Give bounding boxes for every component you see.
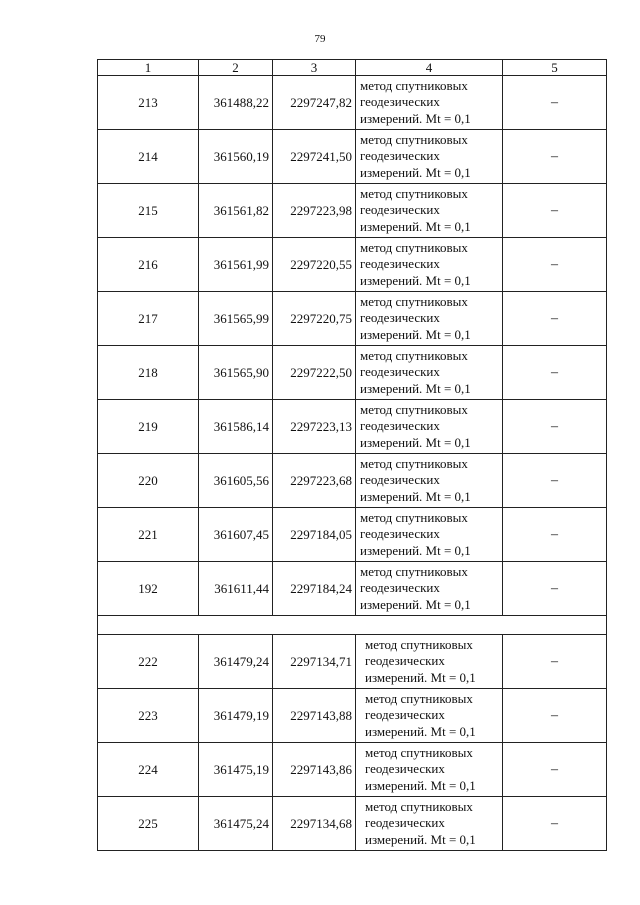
point-number-text: 218 bbox=[138, 364, 158, 380]
x-coordinate-cell bbox=[198, 237, 272, 291]
method-text: метод спутниковых геодезических измерений. Mt = 0,1 bbox=[360, 455, 471, 504]
method-text: метод спутниковых геодезических измерений. Mt = 0,1 bbox=[360, 239, 471, 288]
x-coordinate-text: 361561,99 bbox=[213, 256, 269, 272]
point-number-cell bbox=[97, 291, 198, 345]
x-coordinate-text: 361611,44 bbox=[214, 580, 269, 596]
method-cell bbox=[355, 742, 502, 796]
point-number-text: 220 bbox=[138, 472, 158, 488]
table-row bbox=[97, 742, 607, 796]
y-coordinate-cell bbox=[272, 183, 355, 237]
note-text: – bbox=[551, 526, 558, 542]
point-number-text: 223 bbox=[138, 707, 158, 723]
y-coordinate-cell bbox=[272, 561, 355, 615]
x-coordinate-text: 361586,14 bbox=[213, 418, 269, 434]
note-cell bbox=[502, 688, 607, 742]
point-number-cell bbox=[97, 345, 198, 399]
note-cell bbox=[502, 237, 607, 291]
x-coordinate-text: 361479,19 bbox=[213, 707, 269, 723]
x-coordinate-text: 361607,45 bbox=[213, 526, 269, 542]
y-coordinate-cell bbox=[272, 399, 355, 453]
y-coordinate-text: 2297134,68 bbox=[290, 815, 352, 831]
note-text: – bbox=[551, 653, 558, 669]
y-coordinate-text: 2297223,98 bbox=[290, 202, 352, 218]
table-section-b bbox=[97, 634, 607, 850]
table-row bbox=[97, 507, 607, 561]
x-coordinate-cell bbox=[198, 453, 272, 507]
point-number-text: 219 bbox=[138, 418, 158, 434]
x-coordinate-cell bbox=[198, 507, 272, 561]
table-row bbox=[97, 345, 607, 399]
point-number-text: 213 bbox=[138, 94, 158, 110]
method-cell bbox=[355, 634, 502, 688]
note-text: – bbox=[551, 815, 558, 831]
table-row bbox=[97, 183, 607, 237]
y-coordinate-text: 2297223,68 bbox=[290, 472, 352, 488]
note-cell bbox=[502, 507, 607, 561]
y-coordinate-cell bbox=[272, 453, 355, 507]
table-row bbox=[97, 237, 607, 291]
x-coordinate-cell bbox=[198, 634, 272, 688]
x-coordinate-text: 361561,82 bbox=[213, 202, 269, 218]
method-cell bbox=[355, 399, 502, 453]
method-cell bbox=[355, 183, 502, 237]
point-number-cell bbox=[97, 507, 198, 561]
note-text: – bbox=[551, 364, 558, 380]
method-text: метод спутниковых геодезических измерений. Mt = 0,1 bbox=[365, 690, 476, 739]
x-coordinate-cell bbox=[198, 183, 272, 237]
y-coordinate-cell bbox=[272, 237, 355, 291]
section-gap-cell bbox=[97, 616, 607, 634]
y-coordinate-text: 2297223,13 bbox=[290, 418, 352, 434]
y-coordinate-text: 2297184,05 bbox=[290, 526, 352, 542]
method-cell bbox=[355, 237, 502, 291]
method-cell bbox=[355, 453, 502, 507]
x-coordinate-text: 361479,24 bbox=[213, 653, 269, 669]
point-number-text: 216 bbox=[138, 256, 158, 272]
point-number-text: 221 bbox=[138, 526, 158, 542]
y-coordinate-cell bbox=[272, 291, 355, 345]
method-text: метод спутниковых геодезических измерений. Mt = 0,1 bbox=[360, 401, 471, 450]
point-number-cell bbox=[97, 561, 198, 615]
x-coordinate-cell bbox=[198, 345, 272, 399]
header-col-4: 4 bbox=[355, 59, 502, 75]
point-number-text: 217 bbox=[138, 310, 158, 326]
method-cell bbox=[355, 688, 502, 742]
y-coordinate-cell bbox=[272, 75, 355, 129]
table-row bbox=[97, 453, 607, 507]
note-text: – bbox=[551, 310, 558, 326]
point-number-cell bbox=[97, 237, 198, 291]
table-row bbox=[97, 796, 607, 850]
x-coordinate-text: 361475,19 bbox=[213, 761, 269, 777]
point-number-text: 214 bbox=[138, 148, 158, 164]
note-text: – bbox=[551, 256, 558, 272]
point-number-text: 224 bbox=[138, 761, 158, 777]
method-text: метод спутниковых геодезических измерений. Mt = 0,1 bbox=[360, 347, 471, 396]
note-cell bbox=[502, 129, 607, 183]
y-coordinate-text: 2297220,55 bbox=[290, 256, 352, 272]
method-cell bbox=[355, 561, 502, 615]
method-text: метод спутниковых геодезических измерений. Mt = 0,1 bbox=[360, 293, 471, 342]
point-number-cell bbox=[97, 183, 198, 237]
point-number-text: 222 bbox=[138, 653, 158, 669]
y-coordinate-text: 2297143,86 bbox=[290, 761, 352, 777]
y-coordinate-cell bbox=[272, 507, 355, 561]
point-number-text: 225 bbox=[138, 815, 158, 831]
note-text: – bbox=[551, 94, 558, 110]
point-number-cell bbox=[97, 688, 198, 742]
table-header-row bbox=[97, 59, 607, 75]
method-cell bbox=[355, 129, 502, 183]
table-row bbox=[97, 561, 607, 615]
note-text: – bbox=[551, 202, 558, 218]
point-number-cell bbox=[97, 796, 198, 850]
note-text: – bbox=[551, 418, 558, 434]
point-number-text: 192 bbox=[138, 580, 158, 596]
y-coordinate-text: 2297143,88 bbox=[290, 707, 352, 723]
y-coordinate-text: 2297184,24 bbox=[290, 580, 352, 596]
method-cell bbox=[355, 75, 502, 129]
point-number-cell bbox=[97, 634, 198, 688]
method-cell bbox=[355, 507, 502, 561]
note-cell bbox=[502, 742, 607, 796]
y-coordinate-cell bbox=[272, 634, 355, 688]
section-gap-row bbox=[97, 616, 607, 634]
coordinates-table bbox=[97, 59, 607, 851]
point-number-cell bbox=[97, 75, 198, 129]
method-cell bbox=[355, 796, 502, 850]
point-number-cell bbox=[97, 742, 198, 796]
x-coordinate-text: 361605,56 bbox=[213, 472, 269, 488]
x-coordinate-text: 361488,22 bbox=[213, 94, 269, 110]
x-coordinate-cell bbox=[198, 399, 272, 453]
y-coordinate-text: 2297134,71 bbox=[290, 653, 352, 669]
note-text: – bbox=[551, 472, 558, 488]
method-text: метод спутниковых геодезических измерений. Mt = 0,1 bbox=[360, 131, 471, 180]
x-coordinate-cell bbox=[198, 75, 272, 129]
y-coordinate-cell bbox=[272, 688, 355, 742]
point-number-cell bbox=[97, 129, 198, 183]
method-text: метод спутниковых геодезических измерений. Mt = 0,1 bbox=[365, 744, 476, 793]
x-coordinate-cell bbox=[198, 742, 272, 796]
note-cell bbox=[502, 561, 607, 615]
header-col-5: 5 bbox=[502, 59, 607, 75]
note-cell bbox=[502, 345, 607, 399]
table-row bbox=[97, 399, 607, 453]
note-cell bbox=[502, 291, 607, 345]
note-cell bbox=[502, 634, 607, 688]
y-coordinate-cell bbox=[272, 796, 355, 850]
note-text: – bbox=[551, 580, 558, 596]
y-coordinate-cell bbox=[272, 742, 355, 796]
table-row bbox=[97, 688, 607, 742]
method-cell bbox=[355, 291, 502, 345]
x-coordinate-text: 361565,90 bbox=[213, 364, 269, 380]
x-coordinate-cell bbox=[198, 129, 272, 183]
x-coordinate-text: 361565,99 bbox=[213, 310, 269, 326]
method-text: метод спутниковых геодезических измерений. Mt = 0,1 bbox=[360, 563, 471, 612]
method-text: метод спутниковых геодезических измерений. Mt = 0,1 bbox=[365, 798, 476, 847]
method-cell bbox=[355, 345, 502, 399]
table-bottom-border bbox=[97, 850, 607, 851]
point-number-text: 215 bbox=[138, 202, 158, 218]
note-cell bbox=[502, 75, 607, 129]
method-text: метод спутниковых геодезических измерений. Mt = 0,1 bbox=[360, 509, 471, 558]
note-cell bbox=[502, 453, 607, 507]
x-coordinate-text: 361475,24 bbox=[213, 815, 269, 831]
x-coordinate-cell bbox=[198, 688, 272, 742]
y-coordinate-text: 2297241,50 bbox=[290, 148, 352, 164]
table-row bbox=[97, 129, 607, 183]
x-coordinate-cell bbox=[198, 796, 272, 850]
table-section-a bbox=[97, 75, 607, 615]
note-cell bbox=[502, 399, 607, 453]
note-text: – bbox=[551, 761, 558, 777]
table-row bbox=[97, 634, 607, 688]
y-coordinate-text: 2297222,50 bbox=[290, 364, 352, 380]
note-text: – bbox=[551, 148, 558, 164]
table-row bbox=[97, 75, 607, 129]
y-coordinate-cell bbox=[272, 129, 355, 183]
header-col-1: 1 bbox=[97, 59, 198, 75]
x-coordinate-cell bbox=[198, 291, 272, 345]
y-coordinate-cell bbox=[272, 345, 355, 399]
header-col-3: 3 bbox=[272, 59, 355, 75]
header-col-2: 2 bbox=[198, 59, 272, 75]
y-coordinate-text: 2297247,82 bbox=[290, 94, 352, 110]
note-cell bbox=[502, 796, 607, 850]
point-number-cell bbox=[97, 453, 198, 507]
table-row bbox=[97, 291, 607, 345]
page-number: 79 bbox=[314, 33, 326, 45]
note-text: – bbox=[551, 707, 558, 723]
method-text: метод спутниковых геодезических измерений. Mt = 0,1 bbox=[360, 185, 471, 234]
note-cell bbox=[502, 183, 607, 237]
point-number-cell bbox=[97, 399, 198, 453]
y-coordinate-text: 2297220,75 bbox=[290, 310, 352, 326]
x-coordinate-cell bbox=[198, 561, 272, 615]
method-text: метод спутниковых геодезических измерений. Mt = 0,1 bbox=[360, 77, 471, 126]
x-coordinate-text: 361560,19 bbox=[213, 148, 269, 164]
method-text: метод спутниковых геодезических измерений. Mt = 0,1 bbox=[365, 636, 476, 685]
